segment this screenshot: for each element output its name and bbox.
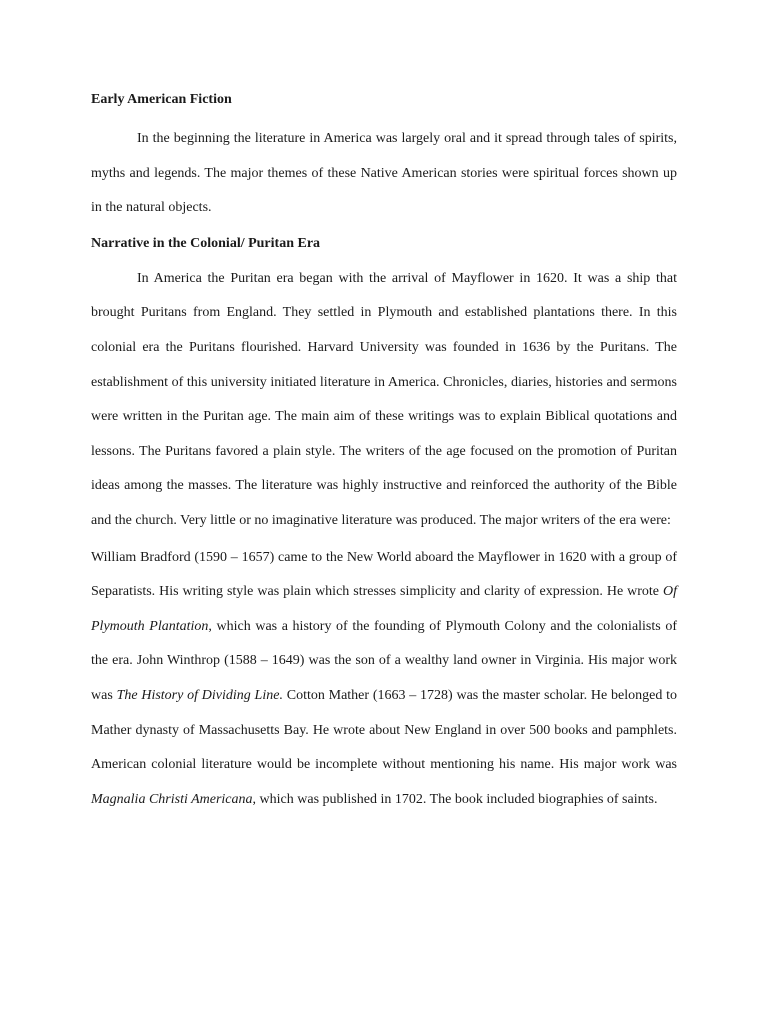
paragraph-oral-literature: In the beginning the literature in America was largely oral and it spread through tales of spirits, myths and legends. The major themes of these Native American stories were spiritual forces shown up in the natural objects. [91, 131, 677, 216]
paragraph-puritan-era: In America the Puritan era began with the arrival of Mayflower in 1620. It was a ship that brought Puritans from England. They settled in Plymouth and established plantations there. In this colonial era the Puritans flourished. Harvard University was founded in 1636 by the Puritans. The establishment of this university initiated literature in America. Chronicles, diaries, histories and sermons were written in the Puritan age. The main aim of these writings was to explain Biblical quotations and lessons. The Puritans favored a plain style. The writers of the age focused on the promotion of Puritan ideas among the masses. The literature was highly instructive and reinforced the authority of the Bible and the church. Very little or no imaginative literature was produced. The major writers of the era were: [91, 270, 677, 528]
section-heading-early-american-fiction: Early American Fiction [91, 92, 232, 107]
text-run: , which was published in 1702. The book included biographies of saints. [252, 791, 658, 807]
italic-title-magnalia: Magnalia Christi Americana [91, 791, 253, 807]
document-page [91, 88, 677, 817]
text-run: Cotton Mather (1663 – 1728) was the master scholar. He belonged to Mather dynasty of Massachusetts Bay. He wrote about New England in over 500 books and pamphlets. American colonial literature would be incomplete without mentioning his name. His major work was [91, 687, 678, 773]
section-heading-colonial-puritan-era: Narrative in the Colonial/ Puritan Era [91, 235, 321, 251]
italic-title-dividing-line: The History of Dividing Line. [116, 687, 283, 703]
italic-title-plymouth-plantation: Of Plymouth Plantation [91, 584, 677, 634]
text-run: , which was a history of the founding of Plymouth Colony and the colonialists of the era. John Winthrop (1588 – 1649) was the son of a wealthy land owner in Virginia. His major work was [91, 618, 677, 703]
paragraph-major-writers [91, 541, 677, 818]
text-run: William Bradford (1590 – 1657) came to the New World aboard the Mayflower in 1620 with a group of Separatists. His writing style was plain which stresses simplicity and clarity of expression. He wrote [91, 549, 677, 600]
